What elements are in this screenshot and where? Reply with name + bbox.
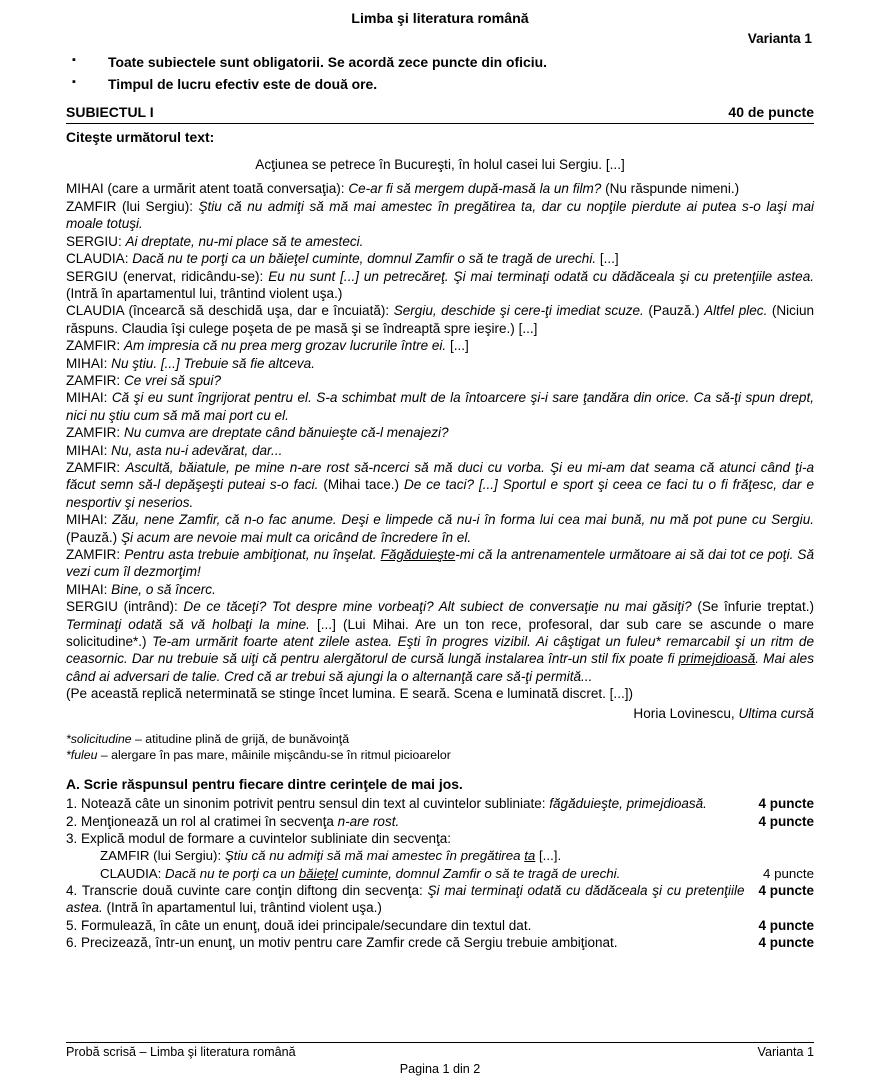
page-footer (66, 1042, 814, 1078)
play-line: ZAMFIR: Ascultă, băiatule, pe mine n-are rost să-ncerci să mă duci cu vorba. Şi eu mi-am dat seama că atunci când ţi-a făcut semn să-l depăşeşti puteai s-o faci. (Mihai tace.) De ce taci? [...] Sportul e sport şi ceea ce faci tu o fi frăţesc, dar e nesportiv şi neserios. (66, 459, 814, 510)
play-line: MIHAI: Că şi eu sunt îngrijorat pentru el. S-a schimbat mult de la întoarcere şi-i sare ţandăra din orice. Ca să-ţi spun drept, nici nu ştiu cum să mă mai port cu el. (66, 390, 814, 423)
question-points: 4 puncte (758, 917, 814, 933)
play-line: MIHAI: Bine, o să încerc. (66, 581, 216, 597)
subject-header (66, 104, 814, 124)
footer-page-number: Pagina 1 din 2 (399, 1062, 481, 1077)
question-6 (66, 934, 814, 951)
subject-label: SUBIECTUL I (66, 103, 154, 120)
play-line: CLAUDIA: Dacă nu te porţi ca un băieţel cuminte, domnul Zamfir o să te tragă de urechi. [...] (66, 251, 619, 267)
play-line: MIHAI: Nu, asta nu-i adevărat, dar... (66, 442, 283, 458)
quote-text: CLAUDIA: Dacă nu te porţi ca un băieţel cuminte, domnul Zamfir o să te tragă de urechi. (100, 865, 621, 881)
read-instruction: Citeşte următorul text: (66, 128, 215, 145)
footer-row (66, 1045, 814, 1061)
play-line: ZAMFIR: Nu cumva are dreptate când bănuieşte că-l menajezi? (66, 425, 449, 441)
question-number: 2. (66, 813, 78, 829)
attribution-work: Ultima cursă (738, 705, 814, 721)
question-number: 4. (66, 882, 78, 898)
attribution-author: Horia Lovinescu, (633, 705, 735, 721)
footnotes (66, 731, 814, 764)
footnote-definition: – alergare în pas mare, mâinile mişcându-se în ritmul picioarelor (97, 748, 451, 763)
play-line: MIHAI: Zău, nene Zamfir, că n-o fac anume. Deşi e limpede că nu-i în forma lui cea mai bună, nu mă pot pune cu Sergiu. (Pauză.) Şi acum are nevoie mai mult ca oricând de încredere în el. (66, 512, 814, 545)
play-line: MIHAI (care a urmărit atent toată conversaţia): Ce-ar fi să mergem după-masă la un film? (Nu răspunde nimeni.) (66, 181, 740, 197)
subject-points: 40 de puncte (728, 103, 814, 120)
question-points: 4 puncte (758, 796, 814, 812)
question-3-quote-line-2 (100, 865, 814, 882)
play-line: CLAUDIA (încearcă să deschidă uşa, dar e încuiată): Sergiu, deschide şi cere-ţi imediat scuze. (Pauză.) Altfel plec. (Niciun răspuns. Claudia îşi culege poşeta de pe masă şi se îndreaptă spre ieşire.) [...] (66, 303, 815, 336)
list-item (66, 53, 814, 72)
question-3 (66, 830, 814, 847)
footnote-term: *fuleu (66, 748, 98, 763)
question-points: 4 puncte (762, 865, 814, 881)
page-title: Limba şi literatura română (351, 11, 529, 27)
question-body: Menţionează un rol al cratimei în secvenţa n-are rost. (81, 813, 400, 829)
question-body: Formulează, în câte un enunţ, două idei principale/secundare din textul dat. (81, 917, 532, 933)
question-body: Notează câte un sinonim potrivit pentru sensul din text al cuvintelor subliniate: făgăduieşte, primejdioasă. (81, 796, 707, 812)
play-line: ZAMFIR (lui Sergiu): Ştiu că nu admiţi să mă mai amestec în pregătirea ta, dar cu nopţile pierdute ai putea s-o laşi mai moale totuşi. (66, 198, 814, 232)
play-line: SERGIU (enervat, ridicându-se): Eu nu sunt [...] un petrecăreţ. Şi mai terminaţi odată cu dădăceala şi cu pretenţiile astea. (Intră în apartamentul lui, trântind violent uşa.) (66, 268, 814, 301)
play-line: ZAMFIR: Ce vrei să spui? (66, 372, 222, 388)
footnote-definition: – atitudine plină de grijă, de bunăvoinţă (131, 731, 350, 746)
question-number: 6. (66, 934, 78, 950)
footnote-item (66, 731, 814, 747)
question-body: Transcrie două cuvinte care conţin diftong din secvenţa: Şi mai terminaţi odată cu dădăceala şi cu pretenţiile astea. (Intră în apartamentul lui, trântind violent uşa.) (66, 882, 745, 916)
question-5 (66, 917, 814, 934)
rule-text: Toate subiectele sunt obligatorii. Se acordă zece puncte din oficiu. (108, 54, 547, 71)
play-line: SERGIU (intrând): De ce tăceţi? Tot despre mine vorbeaţi? Alt subiect de conversaţie nu mai găsiţi? (Se înfurie treptat.) Terminaţi odată să vă holbaţi la mine. [...] (Lui Mihai. Are un ton rece, profesoral, dar sub care se ascunde o mare solicitudine*.) Te-am urmărit foarte atent zilele astea. Eşti în progres vizibil. Ai câştigat un fuleu* remarcabil şi un ritm de ceasornic. Dar nu trebuie să uiţi că pentru alergătorul de cursă lungă instalarea într-un stil fix poate fi primejdioasă. Mai ales când ai adversari de talie. Cred că ar trebui să ajungi la o alternanţă care să-ţi permită... (66, 599, 815, 684)
play-line: (Pe această replică neterminată se stinge încet lumina. E seară. Scena e luminată discret. [...]) (66, 686, 633, 702)
question-number: 5. (66, 917, 78, 933)
rule-text: Timpul de lucru efectiv este de două ore. (108, 76, 378, 93)
question-body: Explică modul de formare a cuvintelor subliniate din secvenţa: (81, 830, 451, 846)
footnote-term: *solicitudine (66, 731, 132, 746)
question-points: 4 puncte (758, 813, 814, 829)
question-4 (66, 882, 814, 917)
footer-divider (66, 1042, 814, 1043)
variant-label-top: Varianta 1 (747, 31, 812, 47)
play-line: SERGIU: Ai dreptate, nu-mi place să te amesteci. (66, 233, 364, 249)
bullet-icon: ▪ (72, 54, 76, 67)
text-attribution (66, 705, 814, 722)
question-1 (66, 795, 814, 812)
question-number: 3. (66, 830, 78, 846)
part-a-title: A. Scrie răspunsul pentru fiecare dintre cerinţele de mai jos. (66, 775, 463, 792)
question-2 (66, 813, 814, 830)
list-item (66, 75, 814, 94)
question-number: 1. (66, 796, 78, 812)
bullet-icon: ▪ (72, 76, 76, 89)
play-line: ZAMFIR: Pentru asta trebuie ambiţionat, nu înşelat. Făgăduieşte-mi că la antrenamentele următoare ai să dai tot ce poţi. Să vezi cum îl dezmorţim! (66, 547, 814, 580)
question-3-quote-line-1: ZAMFIR (lui Sergiu): Ştiu că nu admiţi să mă mai amestec în pregătirea ta [...]. (100, 848, 562, 864)
footer-left-text: Probă scrisă – Limba şi literatura română (66, 1045, 296, 1060)
exam-rules-list (66, 53, 814, 94)
question-body: Precizează, într-un enunţ, un motiv pentru care Zamfir crede că Sergiu trebuie ambiţionat. (81, 934, 618, 950)
footnote-item (66, 747, 814, 763)
play-line: MIHAI: Nu ştiu. [...] Trebuie să fie altceva. (66, 355, 315, 371)
footer-variant: Varianta 1 (757, 1045, 814, 1060)
literary-text (66, 180, 814, 702)
play-line: ZAMFIR: Am impresia că nu prea merg grozav lucrurile între ei. [...] (66, 338, 469, 354)
stage-direction-opening: Acţiunea se petrece în Bucureşti, în holul casei lui Sergiu. [...] (255, 157, 625, 173)
question-points: 4 puncte (758, 882, 814, 898)
question-points: 4 puncte (758, 934, 814, 950)
